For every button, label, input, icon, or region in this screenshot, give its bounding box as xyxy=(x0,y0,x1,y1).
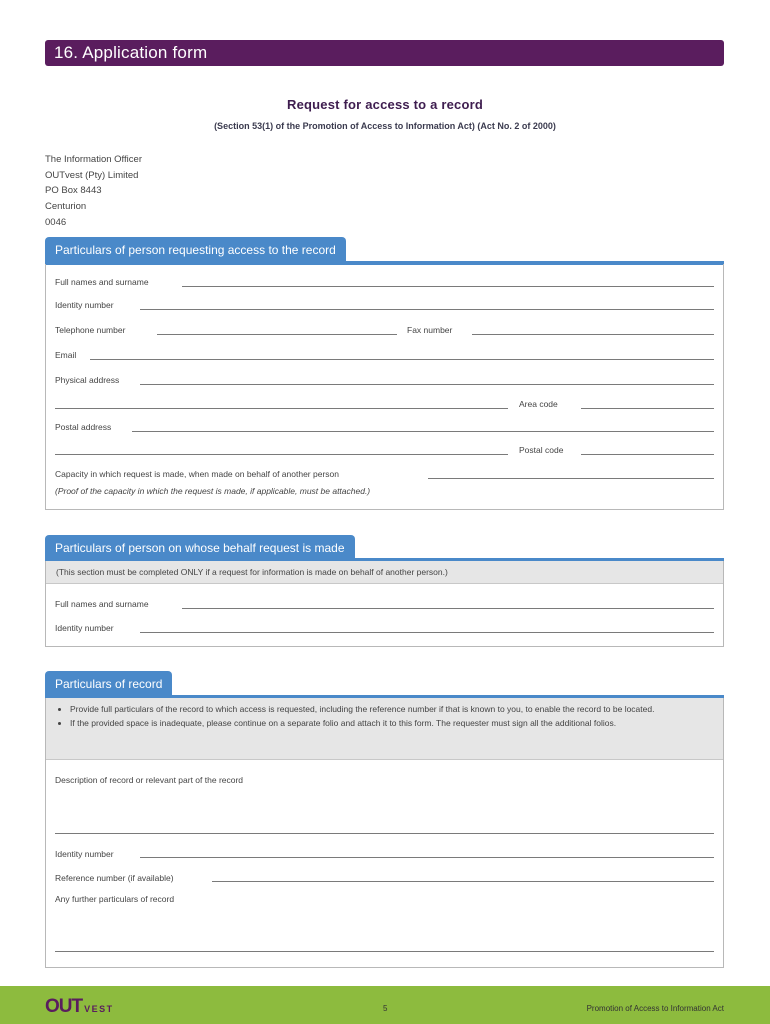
full-names-field[interactable] xyxy=(182,286,714,287)
page-footer xyxy=(0,986,770,1024)
fax-label: Fax number xyxy=(407,325,453,335)
behalf-section-tab: Particulars of person on whose behalf request is made xyxy=(45,535,355,560)
record-identity-field[interactable] xyxy=(140,857,714,858)
physical-address-field-2[interactable] xyxy=(55,408,508,409)
proof-note: (Proof of the capacity in which the request is made, if applicable, must be attached.) xyxy=(55,486,371,496)
reference-label: Reference number (if available) xyxy=(55,873,174,883)
postal-address-label: Postal address xyxy=(55,422,112,432)
physical-address-label: Physical address xyxy=(55,375,120,385)
instruction-item: • Provide full particulars of the record to which access is requested, including the reference number if that is known to you, to enable the record to be located. xyxy=(70,703,713,717)
postal-code-field[interactable] xyxy=(581,454,714,455)
behalf-identity-label: Identity number xyxy=(55,623,114,633)
page-number: 5 xyxy=(383,1004,388,1013)
record-instructions xyxy=(46,698,723,760)
recipient-address xyxy=(45,152,142,231)
logo-vest-text: VEST xyxy=(84,1004,114,1014)
telephone-label: Telephone number xyxy=(55,325,126,335)
address-line: OUTvest (Pty) Limited xyxy=(45,169,139,181)
area-code-field[interactable] xyxy=(581,408,714,409)
behalf-full-names-field[interactable] xyxy=(182,608,714,609)
outvest-logo xyxy=(45,996,114,1018)
capacity-field[interactable] xyxy=(428,478,714,479)
form-title: Request for access to a record xyxy=(286,97,484,112)
email-label: Email xyxy=(55,350,77,360)
section-header-title: 16. Application form xyxy=(54,43,208,62)
postal-address-field[interactable] xyxy=(132,431,714,432)
address-line: Centurion xyxy=(45,201,87,213)
identity-number-field[interactable] xyxy=(140,309,714,310)
email-field[interactable] xyxy=(90,359,714,360)
logo-out-text: OUT xyxy=(45,996,83,1017)
fax-field[interactable] xyxy=(472,334,714,335)
telephone-field[interactable] xyxy=(157,334,397,335)
record-identity-label: Identity number xyxy=(55,849,114,859)
physical-address-field[interactable] xyxy=(140,384,714,385)
record-section-tab: Particulars of record xyxy=(45,671,172,696)
behalf-identity-field[interactable] xyxy=(140,632,714,633)
capacity-label: Capacity in which request is made, when made on behalf of another person xyxy=(55,469,339,479)
description-label: Description of record or relevant part of the record xyxy=(55,775,244,785)
address-line: PO Box 8443 xyxy=(45,185,102,197)
form-subtitle: (Section 53(1) of the Promotion of Access to Information Act) (Act No. 2 of 2000) xyxy=(214,121,556,131)
reference-field[interactable] xyxy=(212,881,714,882)
identity-number-label: Identity number xyxy=(55,300,114,310)
section-header-bar xyxy=(45,40,724,66)
address-line: The Information Officer xyxy=(45,154,142,165)
behalf-note: (This section must be completed ONLY if a request for information is made on behalf of another person.) xyxy=(46,561,723,584)
footer-text: Promotion of Access to Information Act xyxy=(586,1004,724,1013)
description-field[interactable] xyxy=(55,833,714,834)
further-particulars-label: Any further particulars of record xyxy=(55,894,175,904)
full-names-label: Full names and surname xyxy=(55,277,149,287)
requester-section-tab: Particulars of person requesting access to the record xyxy=(45,237,346,262)
area-code-label: Area code xyxy=(519,399,558,409)
instruction-item: • If the provided space is inadequate, please continue on a separate folio and attach it to this form. The requester must sign all the additional folios. xyxy=(70,717,713,731)
address-line: 0046 xyxy=(45,216,67,228)
postal-address-field-2[interactable] xyxy=(55,454,508,455)
behalf-full-names-label: Full names and surname xyxy=(55,599,149,609)
further-particulars-field[interactable] xyxy=(55,951,714,952)
postal-code-label: Postal code xyxy=(519,445,564,455)
